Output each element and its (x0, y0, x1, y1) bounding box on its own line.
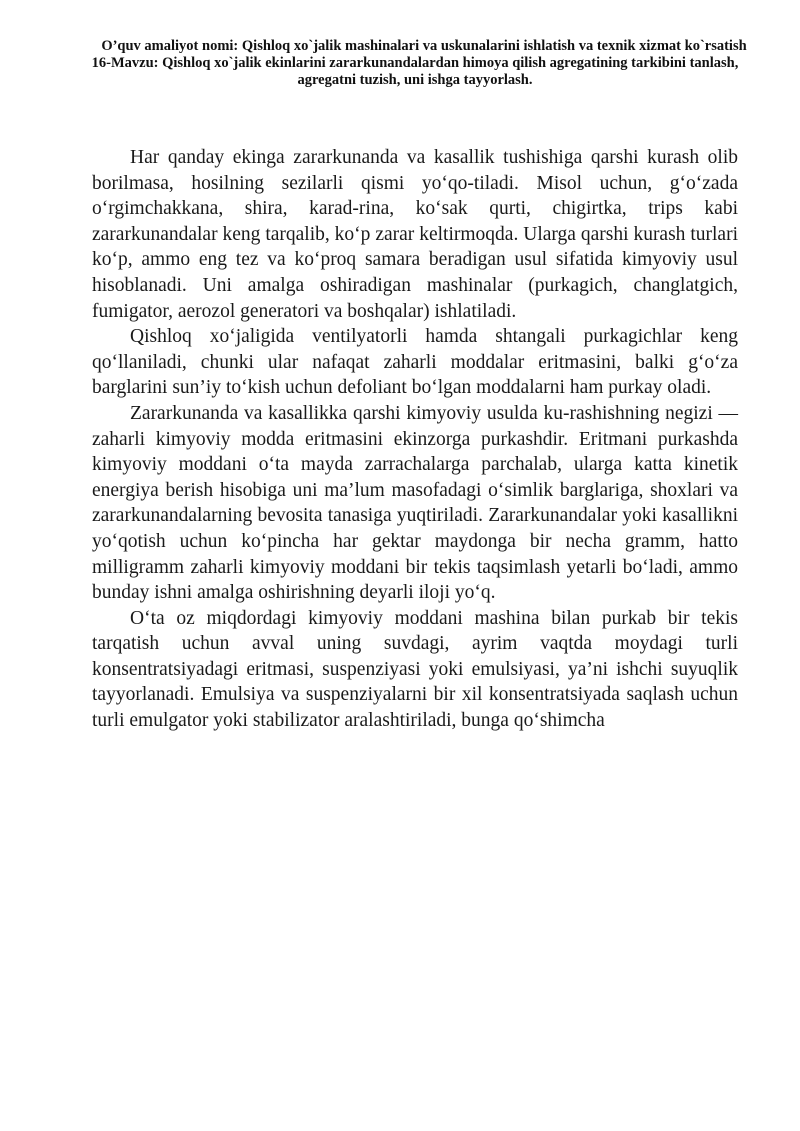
topic-title: 16-Mavzu: Qishloq xo`jalik ekinlarini zararkunandalardan himoya qilish agregatining tarkibini tanlash, agregatni tuzish, uni ishga tayyorlash. (91, 55, 739, 88)
paragraph-4: O‘ta oz miqdordagi kimyoviy moddani mashina bilan purkab bir tekis tarqatish uchun avval uning suvdagi, ayrim vaqtda moydagi turli konsentratsiyadagi eritmasi, suspenziyasi yoki emulsiyasi, ya’ni ishchi suyuqlik tayyorlanadi. Emulsiya va suspenziyalarni bir xil konsentratsiyada saqlash uchun turli emulgator yoki stabilizator aralashtiriladi, bunga qo‘shimcha (92, 607, 738, 732)
body-text (92, 145, 738, 734)
practice-subject-title: O’quv amaliyot nomi: Qishloq xo`jalik mashinalari va uskunalarini ishlatish va texnik xizmat ko`rsatish (101, 38, 747, 54)
paragraph-3: Zararkunanda va kasallikka qarshi kimyoviy usulda ku-rashishning negizi — zaharli kimyoviy modda eritmasini ekinzorga purkashdir. Eritmani purkashda kimyoviy moddani o‘ta mayda zarrachalarga parchalab, ularga katta kinetik energiya berish hisobiga uni ma’lum masofadagi o‘simlik barglariga, shoxlari va zararkunandalarning bevosita tanasiga yuqtiriladi. Zararkunandalar yoki kasallikni yo‘qotish uchun ko‘pincha har gektar maydonga bir necha gramm, hatto milligramm zaharli kimyoviy moddani bir tekis taqsimlash yetarli bo‘ladi, ammo bunday ishni amalga oshirishning deyarli iloji yo‘q. (92, 402, 738, 604)
paragraph-1: Har qanday ekinga zararkunanda va kasallik tushishiga qarshi kurash olib borilmasa, hosilning sezilarli qismi yo‘qo-tiladi. Misol uchun, g‘o‘zada o‘rgimchakkana, shira, karad-rina, ko‘sak qurti, chigirtka, trips kabi zararkunandalar keng tarqalib, ko‘p zarar keltirmoqda. Ularga qarshi kurash turlari ko‘p, ammo eng tez va ko‘proq samara beradigan usul sifatida kimyoviy usul hisoblanadi. Uni amalga oshiradigan mashinalar (purkagich, changlatgich, fumigator, aerozol generatori va boshqalar) ishlatiladi. (92, 147, 738, 322)
paragraph-2: Qishloq xo‘jaligida ventilyatorli hamda shtangali purkagichlar keng qo‘llaniladi, chunki ular nafaqat zaharli moddalar eritmasini, balki g‘o‘za barglarini sun’iy to‘kish uchun defoliant bo‘lgan moddalarni ham purkay oladi. (92, 326, 738, 399)
page-header (70, 38, 760, 89)
